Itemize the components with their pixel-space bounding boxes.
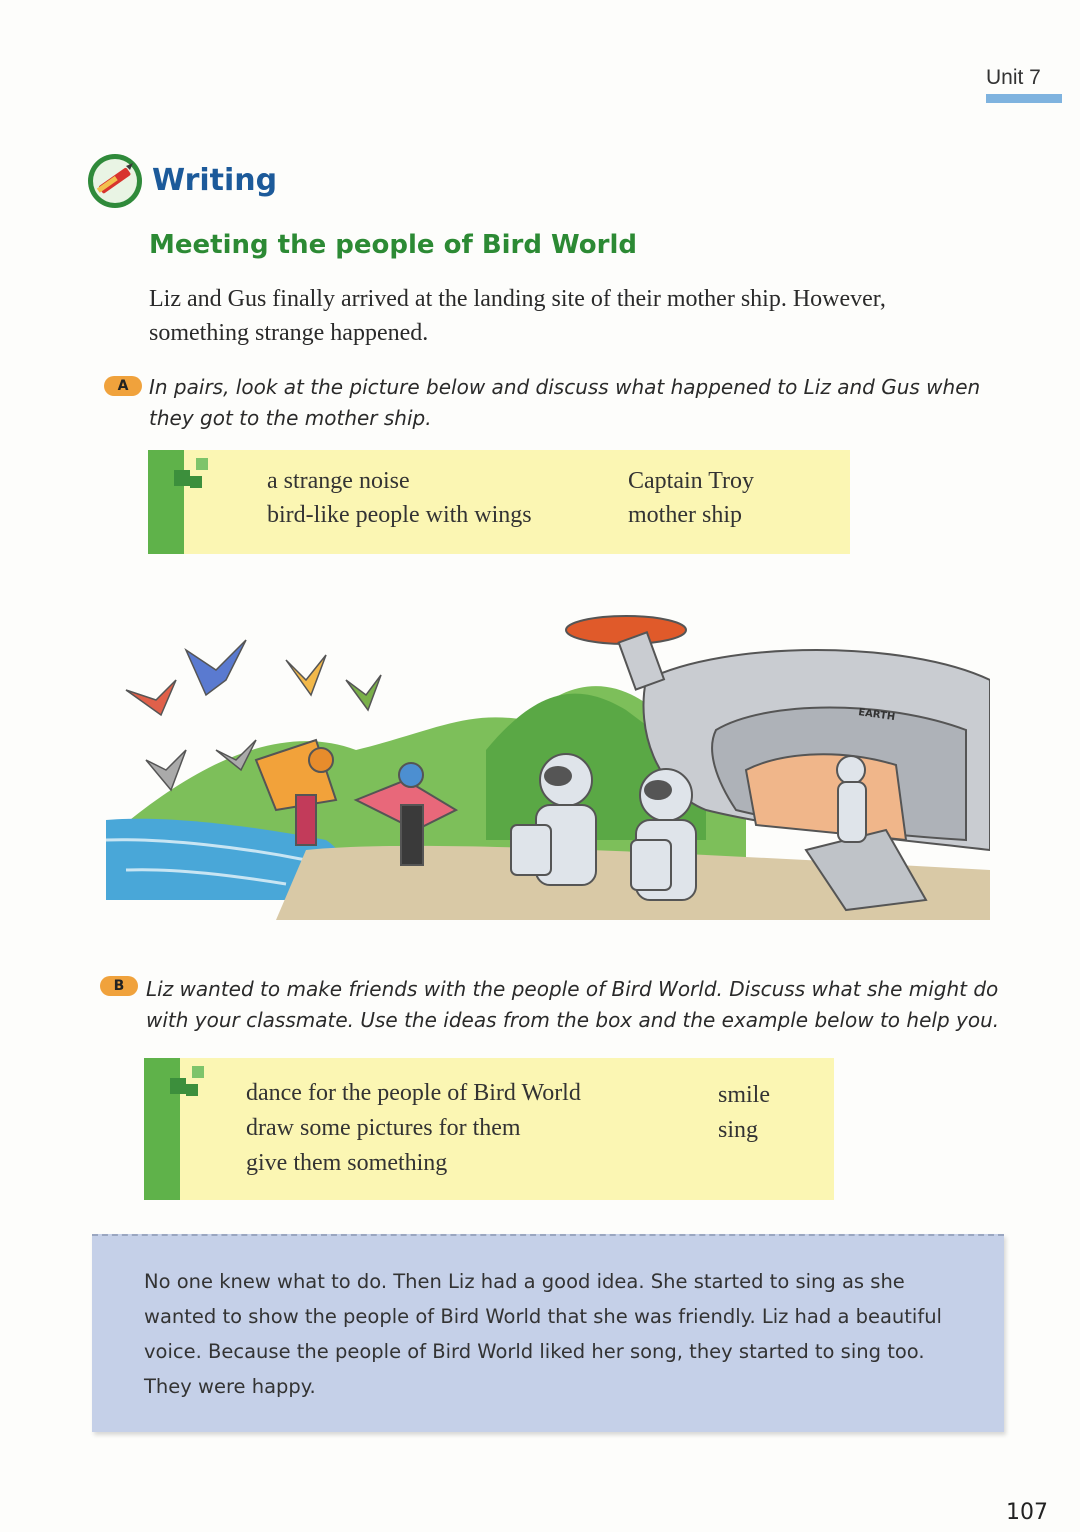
- word-box-square: [192, 1066, 204, 1078]
- word-item: sing: [718, 1117, 759, 1143]
- word-item: dance for the people of Bird World: [246, 1080, 581, 1106]
- story-illustration: [106, 600, 990, 920]
- unit-label: Unit 7: [986, 66, 1041, 89]
- word-box-stripe: [148, 450, 184, 554]
- pencil-icon: [86, 152, 144, 210]
- word-box-square: [170, 1078, 186, 1094]
- intro-paragraph: Liz and Gus finally arrived at the landing site of their mother ship. However, something strange happened.: [149, 286, 886, 346]
- word-box-b: [144, 1058, 834, 1200]
- word-box-square: [174, 470, 190, 486]
- lesson-title: Meeting the people of Bird World: [149, 230, 637, 260]
- word-box-square: [196, 458, 208, 470]
- word-item: draw some pictures for them: [246, 1115, 521, 1141]
- task-b-instructions: Liz wanted to make friends with the people of Bird World. Discuss what she might do with your classmate. Use the ideas from the box and the example below to help you.: [146, 977, 1000, 1032]
- ship-label: EARTH: [857, 707, 896, 724]
- example-box: [92, 1234, 1004, 1432]
- word-box-square: [186, 1084, 198, 1096]
- word-item: mother ship: [628, 502, 742, 528]
- word-item: bird-like people with wings: [267, 502, 532, 528]
- unit-underline: [986, 94, 1062, 103]
- word-box-a: [148, 450, 850, 554]
- word-item: give them something: [246, 1150, 448, 1176]
- page-number: 107: [1006, 1500, 1048, 1525]
- section-title: Writing: [152, 163, 278, 198]
- example-paragraph: No one knew what to do. Then Liz had a good idea. She started to sing as she wanted to show the people of Bird World that she was friendly. Liz had a beautiful voice. Because the people of Bird World liked her song, they started to sing too. They were happy.: [144, 1270, 942, 1398]
- word-item: a strange noise: [267, 468, 410, 494]
- task-b-badge: B: [100, 976, 138, 996]
- word-item: Captain Troy: [628, 468, 755, 494]
- task-a-instructions: In pairs, look at the picture below and discuss what happened to Liz and Gus when they got to the mother ship.: [149, 375, 981, 430]
- word-item: smile: [718, 1082, 770, 1108]
- task-a-badge: A: [104, 376, 142, 396]
- word-box-square: [190, 476, 202, 488]
